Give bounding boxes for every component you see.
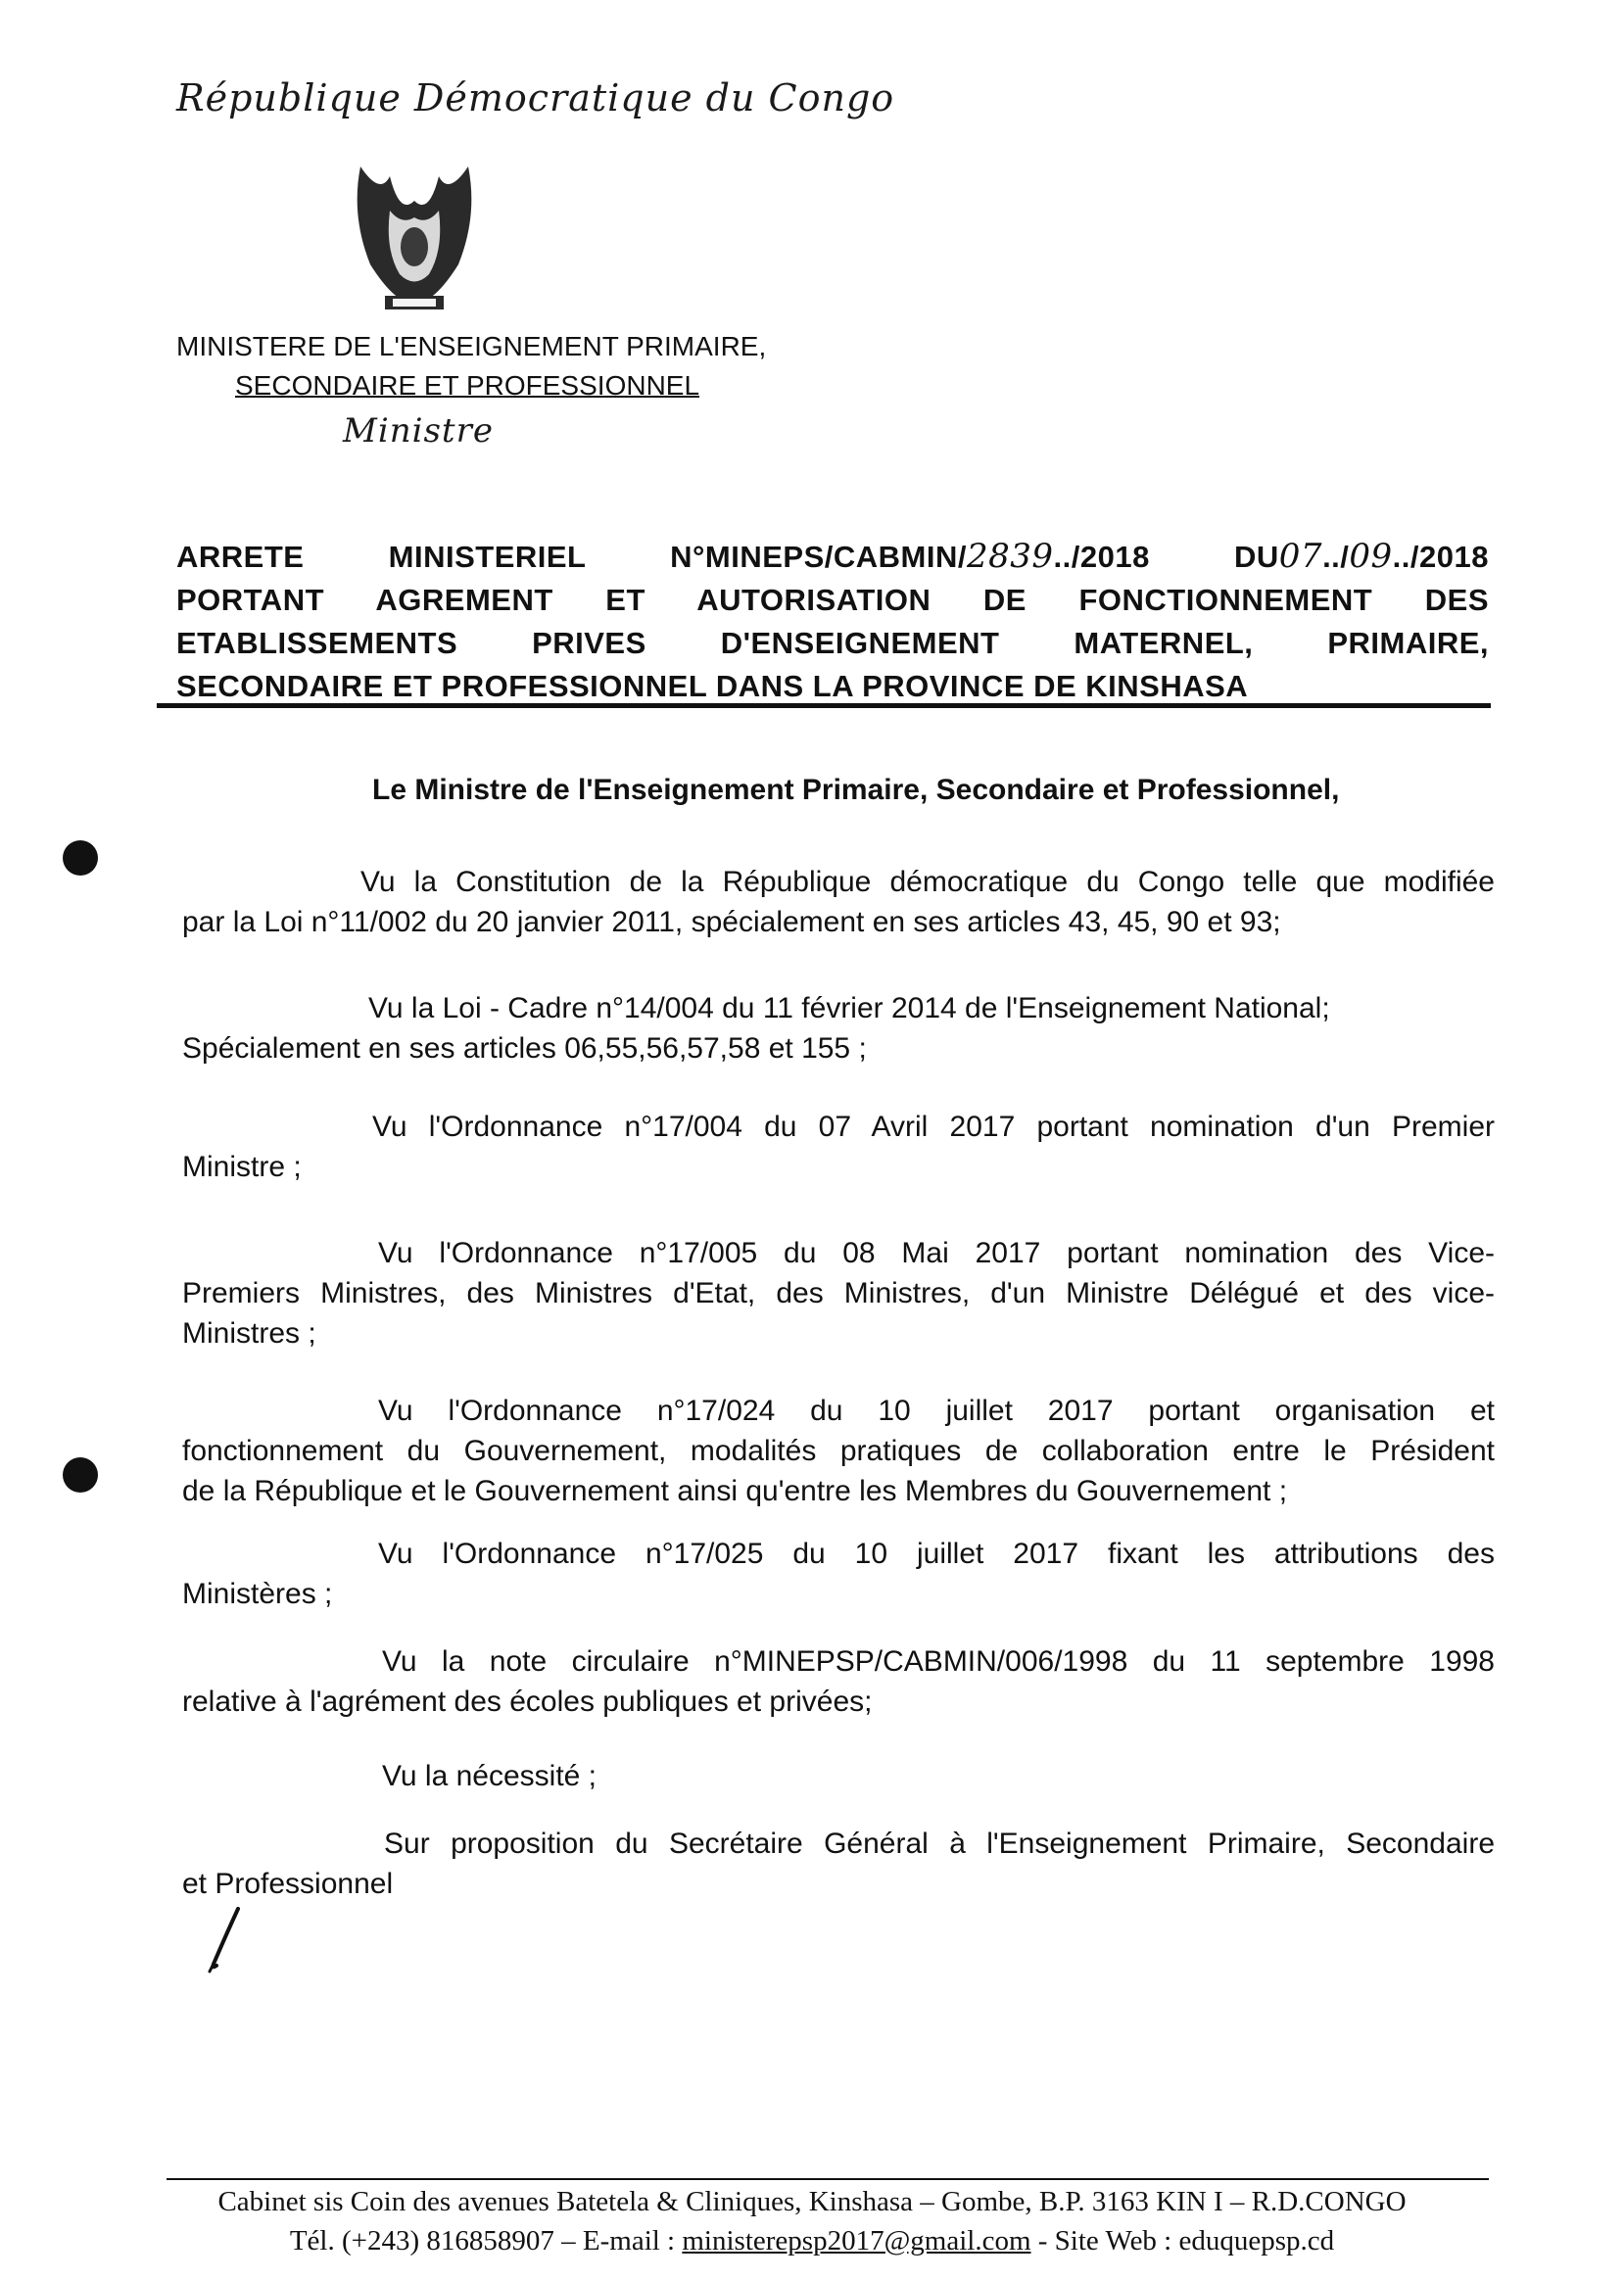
office-title: Ministre [343,411,494,451]
preamble-paragraph: Vu l'Ordonnance n°17/025 du 10 juillet 2017 fixant les attributions des Ministères ; [182,1538,1495,1610]
decree-title-line-4: SECONDAIRE ET PROFESSIONNEL DANS LA PROVINCE DE KINSHASA [176,669,1249,703]
preamble-paragraph: Vu la nécessité ; [382,1760,597,1792]
decree-title-line-2: PORTANT AGREMENT ET AUTORISATION DE FONCTIONNEMENT DES [176,583,1489,617]
decree-number-handwritten: 2839 [966,537,1054,576]
republic-heading: République Démocratique du Congo [176,76,895,119]
ministry-name [176,327,766,405]
preamble-paragraph: Vu l'Ordonnance n°17/004 du 07 Avril 2017 portant nomination d'un Premier Ministre ; [182,1111,1495,1183]
preamble-paragraph: Vu l'Ordonnance n°17/005 du 08 Mai 2017 portant nomination des Vice- Premiers Ministres, des Ministres d'Etat, des Ministres, d'un Ministre Délégué et des vice- Ministres ; [182,1237,1495,1350]
coat-of-arms-emblem [341,157,488,313]
preamble-paragraph: Vu la note circulaire n°MINEPSP/CABMIN/006/1998 du 11 septembre 1998 relative à l'agrément des écoles publiques et privées; [182,1645,1495,1718]
decree-day-handwritten: 07 [1278,537,1323,576]
decree-month-handwritten: 09 [1349,537,1393,576]
punch-hole [63,840,98,876]
footer-rule [167,2178,1489,2180]
handwritten-initial-mark [201,1905,250,1973]
preamble-paragraph: Vu l'Ordonnance n°17/024 du 10 juillet 2017 portant organisation et fonctionnement du Gouvernement, modalités pratiques de collaboration entre le Président de la République et le Gouvernement ainsi qu'entre les Membres du Gouvernement ; [182,1395,1495,1507]
ministry-line-1: MINISTERE DE L'ENSEIGNEMENT PRIMAIRE, [176,331,767,361]
decree-title-line-3: ETABLISSEMENTS PRIVES D'ENSEIGNEMENT MATERNEL, PRIMAIRE, [176,626,1489,660]
title-underline [157,703,1491,708]
footer-contact: Tél. (+243) 816858907 – E-mail : ministerepsp2017@gmail.com - Site Web : eduquepsp.cd [289,2225,1335,2256]
ministry-line-2: SECONDAIRE ET PROFESSIONNEL [235,370,700,401]
punch-hole [63,1457,98,1493]
preamble-paragraph: Vu la Constitution de la République démocratique du Congo telle que modifiée par la Loi n°11/002 du 20 janvier 2011, spécialement en ses articles 43, 45, 90 et 93; [182,866,1495,938]
preamble-paragraph: Vu la Loi - Cadre n°14/004 du 11 février 2014 de l'Enseignement National; Spécialement en ses articles 06,55,56,57,58 et 155 ; [182,992,1330,1065]
footer-address: Cabinet sis Coin des avenues Batetela & Cliniques, Kinshasa – Gombe, B.P. 3163 KIN I – R.D.CONGO [217,2186,1407,2217]
decree-title [176,535,1489,708]
decree-title-line-1: ARRETE MINISTERIEL N°MINEPS/CABMIN/2839../2018 DU07../09../2018 [176,537,1489,576]
minister-heading: Le Ministre de l'Enseignement Primaire, Secondaire et Professionnel, [372,774,1340,806]
preamble-paragraph: Sur proposition du Secrétaire Général à l'Enseignement Primaire, Secondaire et Professionnel [182,1828,1495,1900]
footer-email-link[interactable]: ministerepsp2017@gmail.com [682,2225,1031,2256]
